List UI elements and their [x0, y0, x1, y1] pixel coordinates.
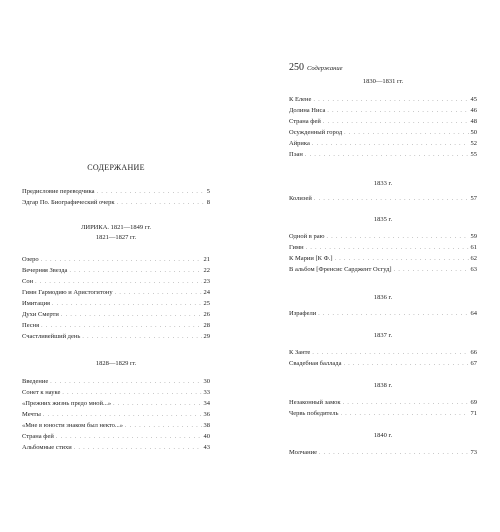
- toc-entry[interactable]: К Елене . . . 45: [289, 94, 477, 105]
- toc-entry[interactable]: Эдгар По. Биографический очерк . . . 8: [22, 197, 210, 208]
- toc-entry[interactable]: «Прежних жизнь предо мной...» . . . 34: [22, 398, 210, 409]
- running-head-label: Содержание: [307, 65, 343, 72]
- toc-entry[interactable]: Песня . . . 28: [22, 320, 210, 331]
- section-1833: [289, 193, 477, 204]
- front-matter: [22, 186, 210, 208]
- section-1838-heading-block: [289, 381, 477, 391]
- toc-entry[interactable]: Имитация . . . 25: [22, 298, 210, 309]
- toc-entry[interactable]: «Мне в юности знаком был некто...» . . . 38: [22, 420, 210, 431]
- section-heading: 1840 г.: [373, 432, 393, 439]
- section-heading: 1830—1831 гг.: [362, 78, 404, 85]
- toc-entry[interactable]: Незаконный замок . . . 69: [289, 397, 477, 408]
- toc-entry[interactable]: Альбомные стихи . . . 43: [22, 442, 210, 453]
- toc-entry[interactable]: Предисловие переводчика . . . 5: [22, 186, 210, 197]
- section-heading: 1833 г.: [373, 180, 393, 187]
- section-1837-heading-block: [289, 331, 477, 341]
- section-heading: 1828—1829 гг.: [95, 360, 137, 367]
- toc-entry[interactable]: Осужденный город . . . 50: [289, 127, 477, 138]
- toc-entry[interactable]: Израфели . . . 64: [289, 308, 477, 319]
- part-title: ЛИРИКА. 1821—1849 гг.: [80, 224, 152, 231]
- toc-entry[interactable]: Гимн . . . 61: [289, 242, 477, 253]
- section-heading: 1837 г.: [373, 332, 393, 339]
- section-1830-1831: [289, 94, 477, 160]
- section-1835-heading-block: [289, 215, 477, 225]
- part-title-block: [22, 223, 210, 243]
- section-1836: [289, 308, 477, 319]
- section-heading: 1835 г.: [373, 216, 393, 223]
- toc-entry[interactable]: Червь победитель . . . 71: [289, 408, 477, 419]
- toc-entry[interactable]: Озеро . . . 21: [22, 254, 210, 265]
- running-head: [289, 62, 342, 73]
- section-1821-1827: [22, 254, 210, 342]
- toc-entry[interactable]: Вечерняя Звезда . . . 22: [22, 265, 210, 276]
- toc-entry[interactable]: К Марии [К Ф.] . . . 62: [289, 253, 477, 264]
- section-1838: [289, 397, 477, 419]
- section-1836-heading-block: [289, 293, 477, 303]
- toc-entry[interactable]: Введение . . . 30: [22, 376, 210, 387]
- toc-entry[interactable]: Счастливейший день . . . 29: [22, 331, 210, 342]
- toc-entry[interactable]: Долина Ниса . . . 46: [289, 105, 477, 116]
- toc-entry[interactable]: Сонет к науке . . . 33: [22, 387, 210, 398]
- section-1835: [289, 231, 477, 275]
- toc-entry[interactable]: Пэан . . . 55: [289, 149, 477, 160]
- section-1840-heading-block: [289, 431, 477, 441]
- toc-entry[interactable]: Одной в раю . . . 59: [289, 231, 477, 242]
- section-heading: 1836 г.: [373, 294, 393, 301]
- toc-entry[interactable]: В альбом [Френсис Сарджент Осгуд] . . . 63: [289, 264, 477, 275]
- toc-entry[interactable]: Молчание . . . 73: [289, 447, 477, 458]
- section-1837: [289, 347, 477, 369]
- toc-entry[interactable]: Страна фей . . . 40: [22, 431, 210, 442]
- section-1830-1831-heading-block: [289, 77, 477, 87]
- section-heading: 1838 г.: [373, 382, 393, 389]
- toc-entry[interactable]: Айрика . . . 52: [289, 138, 477, 149]
- toc-entry[interactable]: Духи Смерти . . . 26: [22, 309, 210, 320]
- toc-entry[interactable]: Страна фей . . . 48: [289, 116, 477, 127]
- toc-entry[interactable]: Колизей . . . 57: [289, 193, 477, 204]
- toc-entry[interactable]: Гимн Гармодию и Аристогитону . . . 24: [22, 287, 210, 298]
- toc-entry[interactable]: Свадебная баллада . . . 67: [289, 358, 477, 369]
- section-1833-heading-block: [289, 179, 477, 189]
- contents-title: СОДЕРЖАНИЕ: [87, 163, 145, 172]
- section-heading: 1821—1827 гг.: [95, 234, 137, 241]
- section-1828-1829-heading-block: [22, 359, 210, 369]
- section-1828-1829: [22, 376, 210, 453]
- toc-entry[interactable]: Сон . . . 23: [22, 276, 210, 287]
- toc-entry[interactable]: Мечты . . . 36: [22, 409, 210, 420]
- page-number: 250: [289, 62, 304, 73]
- toc-entry[interactable]: К Занте . . . 66: [289, 347, 477, 358]
- section-1840: [289, 447, 477, 458]
